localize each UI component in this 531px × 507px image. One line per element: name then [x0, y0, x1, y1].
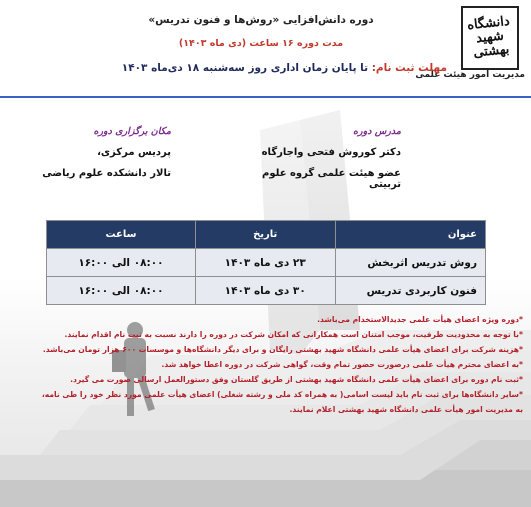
table-header-row: [47, 221, 486, 249]
venue-heading: مکان برگزاری دوره: [93, 126, 171, 137]
note-item: به مدیریت امور هیأت علمی دانشگاه شهید بهشتی اعلام نمایند.: [289, 405, 523, 414]
note-item: *با توجه به محدودیت ظرفیت، موجب امتنان است همکارانی که امکان شرکت در دوره را دارند نسبت به ثبت نام اقدام نمایند.: [64, 330, 523, 339]
instructor-affiliation: عضو هیئت علمی گروه علوم تربیتی: [262, 168, 401, 190]
instructor-heading: مدرس دوره: [353, 126, 401, 137]
note-item: *به اعضای محترم هیأت علمی درصورت حضور تمام وقت، گواهی شرکت در دوره اعطا خواهد شد.: [161, 360, 523, 369]
row-title: روش تدریس اثربخش: [335, 249, 486, 277]
header-time: ساعت: [47, 221, 196, 249]
instructor-name: دکتر کوروش فتحی واجارگاه: [261, 147, 401, 158]
header-title: عنوان: [335, 221, 486, 249]
university-logo: [461, 6, 519, 70]
note-item: *سایر دانشگاه‌ها برای ثبت نام باید لیست اسامی( به همراه کد ملی و رشته شغلی) اعضای هیأت علمی مورد نظر خود را طی نامه،: [41, 390, 523, 399]
note-item: *دوره ویژه اعضای هیأت علمی جدیدالاستخدام می‌باشد.: [317, 315, 523, 324]
note-item: *هزینه شرکت برای اعضای هیأت علمی دانشگاه شهید بهشتی رایگان و برای دیگر دانشگاه‌ها و موسسات ۶۰۰ هزار تومان می‌باشد.: [42, 345, 523, 354]
header-divider: [0, 96, 531, 98]
row-date: ۲۳ دی ماه ۱۴۰۳: [195, 249, 335, 277]
registration-deadline: [87, 62, 447, 74]
row-date: ۳۰ دی ماه ۱۴۰۳: [195, 277, 335, 305]
venue-line-2: تالار دانشکده علوم ریاضی: [42, 168, 171, 179]
row-title: فنون کاربردی تدریس: [335, 277, 486, 305]
note-item: *ثبت نام دوره برای اعضای هیأت علمی دانشگاه شهید بهشتی از طریق گلستان وفق دستورالعمل ارسالی صورت می گیرد.: [70, 375, 523, 384]
schedule-table: [46, 220, 486, 305]
table-row: [47, 277, 486, 305]
row-time: ۰۸:۰۰ الی ۱۶:۰۰: [47, 249, 196, 277]
header-date: تاریخ: [195, 221, 335, 249]
instructor-block: [231, 126, 401, 190]
table-row: [47, 249, 486, 277]
row-time: ۰۸:۰۰ الی ۱۶:۰۰: [47, 277, 196, 305]
deadline-text: تا پایان زمان اداری روز سه‌شنبه ۱۸ دی‌ماه ۱۴۰۳: [121, 62, 369, 74]
course-title: دوره دانش‌افزایی «روش‌ها و فنون تدریس»: [148, 14, 374, 26]
notes-list: [7, 312, 523, 417]
logo-text: دانشگاه شهید بهشتی: [466, 13, 511, 61]
venue-line-1: پردیس مرکزی،: [97, 147, 171, 158]
course-duration: مدت دوره ۱۶ ساعت (دی ماه ۱۴۰۳): [178, 38, 344, 49]
logo-caption: مدیریت امور هیئت علمی: [415, 70, 525, 80]
deadline-label: مهلت ثبت نام:: [371, 62, 447, 74]
venue-block: [21, 126, 171, 179]
